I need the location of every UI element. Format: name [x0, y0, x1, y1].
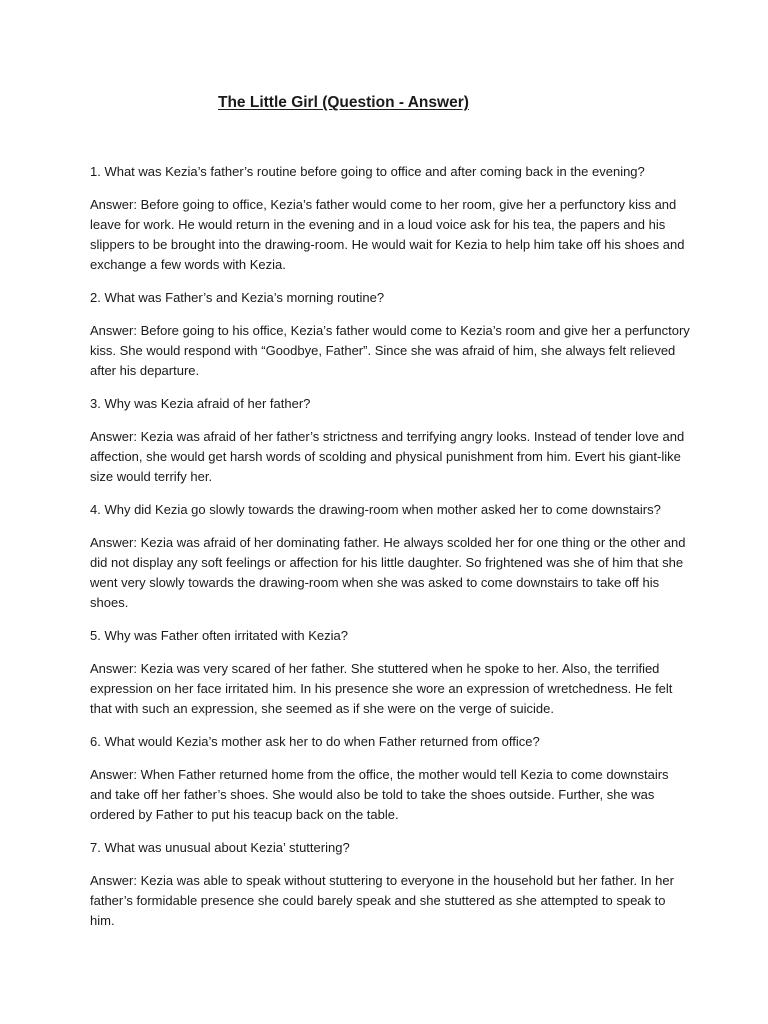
page-title: The Little Girl (Question - Answer) [218, 94, 469, 111]
qa-item-2 [90, 288, 690, 381]
answer-text: Answer: Kezia was afraid of her dominating father. He always scolded her for one thing or the other and did not display any soft feelings or affection for his little daughter. So frightened was she of him that she went very slowly towards the drawing-room when she was asked to come downstairs to take off his shoes. [90, 535, 686, 610]
question-text: 5. Why was Father often irritated with Kezia? [90, 628, 348, 643]
question-text: 6. What would Kezia’s mother ask her to do when Father returned from office? [90, 734, 540, 749]
qa-item-7 [90, 838, 690, 931]
qa-item-1 [90, 162, 690, 275]
question-text: 3. Why was Kezia afraid of her father? [90, 396, 311, 411]
answer-text: Answer: Before going to office, Kezia’s father would come to her room, give her a perfunctory kiss and leave for work. He would return in the evening and in a loud voice ask for his tea, the papers and his slippers to be brought into the drawing-room. He would wait for Kezia to help him take off his shoes and exchange a few words with Kezia. [90, 197, 685, 272]
qa-item-3 [90, 394, 690, 487]
qa-item-5 [90, 626, 690, 719]
answer-text: Answer: Kezia was very scared of her father. She stuttered when he spoke to her. Also, the terrified expression on her face irritated him. In his presence she wore an expression of wretchedness. He felt that with such an expression, she seemed as if she were on the verge of suicide. [90, 661, 673, 716]
qa-item-4 [90, 500, 690, 613]
question-text: 1. What was Kezia’s father’s routine before going to office and after coming back in the evening? [90, 164, 645, 179]
question-text: 4. Why did Kezia go slowly towards the drawing-room when mother asked her to come downstairs? [90, 502, 661, 517]
qa-list [90, 162, 690, 944]
answer-text: Answer: Kezia was able to speak without stuttering to everyone in the household but her father. In her father’s formidable presence she could barely speak and she stuttered as she attempted to speak to him. [90, 873, 674, 928]
qa-item-6 [90, 732, 690, 825]
question-text: 7. What was unusual about Kezia’ stuttering? [90, 840, 350, 855]
answer-text: Answer: When Father returned home from the office, the mother would tell Kezia to come downstairs and take off her father’s shoes. She would also be told to take the shoes outside. Further, she was ordered by Father to put his teacup back on the table. [90, 767, 669, 822]
question-text: 2. What was Father’s and Kezia’s morning routine? [90, 290, 385, 305]
answer-text: Answer: Before going to his office, Kezia’s father would come to Kezia’s room and give her a perfunctory kiss. She would respond with “Goodbye, Father”. Since she was afraid of him, she always felt relieved after his departure. [90, 323, 690, 378]
answer-text: Answer: Kezia was afraid of her father’s strictness and terrifying angry looks. Instead of tender love and affection, she would get harsh words of scolding and physical punishment from him. Evert his giant-like size would terrify her. [90, 429, 685, 484]
